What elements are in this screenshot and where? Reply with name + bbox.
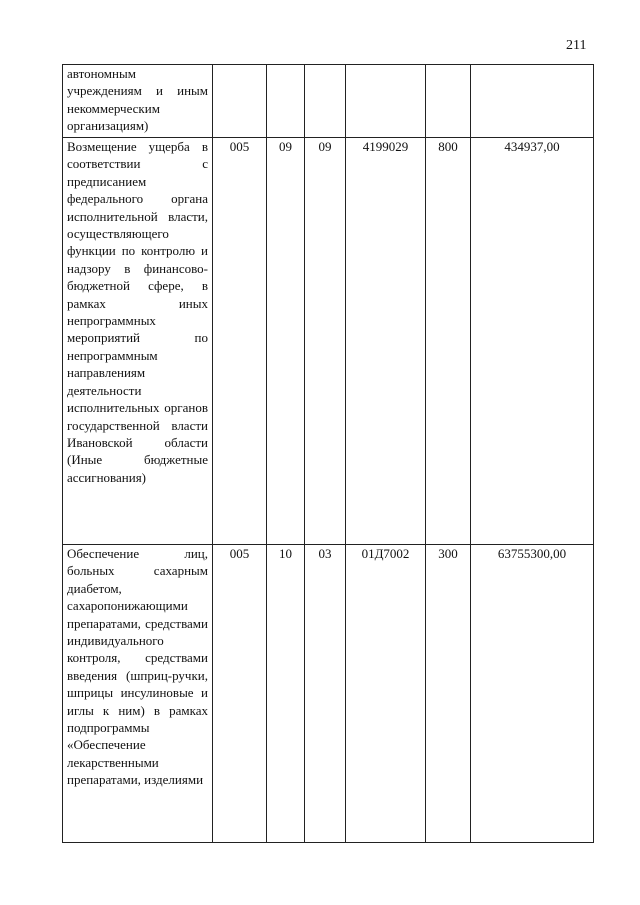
amount: 63755300,00 bbox=[471, 545, 594, 843]
ministry-code: 005 bbox=[213, 138, 267, 545]
expense-type-code: 800 bbox=[426, 138, 471, 545]
subsection-code: 03 bbox=[305, 545, 346, 843]
table-row bbox=[63, 65, 594, 138]
row-description: автономным учреждениям и иным некоммерческим организациям) bbox=[63, 65, 213, 138]
target-article-code: 4199029 bbox=[346, 138, 426, 545]
row-description: Возмещение ущерба в соответствии с предписанием федерального органа исполнительной власти, осуществляющего функции по контролю и надзору в финансово-бюджетной сфере, в рамках иных непрограммных мероприятий по непрограммным направлениям деятельности исполнительных органов государственной власти Ивановской области (Иные бюджетные ассигнования) bbox=[63, 138, 213, 545]
expense-type-code bbox=[426, 65, 471, 138]
ministry-code bbox=[213, 65, 267, 138]
page-number: 211 bbox=[566, 38, 587, 53]
ministry-code: 005 bbox=[213, 545, 267, 843]
table-row bbox=[63, 138, 594, 545]
section-code bbox=[267, 65, 305, 138]
subsection-code bbox=[305, 65, 346, 138]
amount bbox=[471, 65, 594, 138]
row-description: Обеспечение лиц, больных сахарным диабетом, сахаропонижающими препаратами, средствами индивидуального контроля, средствами введения (шприц-ручки, шприцы инсулиновые и иглы к ним) в рамках подпрограммы «Обеспечение лекарственными препаратами, изделиями bbox=[63, 545, 213, 843]
target-article-code: 01Д7002 bbox=[346, 545, 426, 843]
budget-table bbox=[62, 64, 594, 843]
amount: 434937,00 bbox=[471, 138, 594, 545]
target-article-code bbox=[346, 65, 426, 138]
expense-type-code: 300 bbox=[426, 545, 471, 843]
section-code: 09 bbox=[267, 138, 305, 545]
table-row bbox=[63, 545, 594, 843]
section-code: 10 bbox=[267, 545, 305, 843]
subsection-code: 09 bbox=[305, 138, 346, 545]
